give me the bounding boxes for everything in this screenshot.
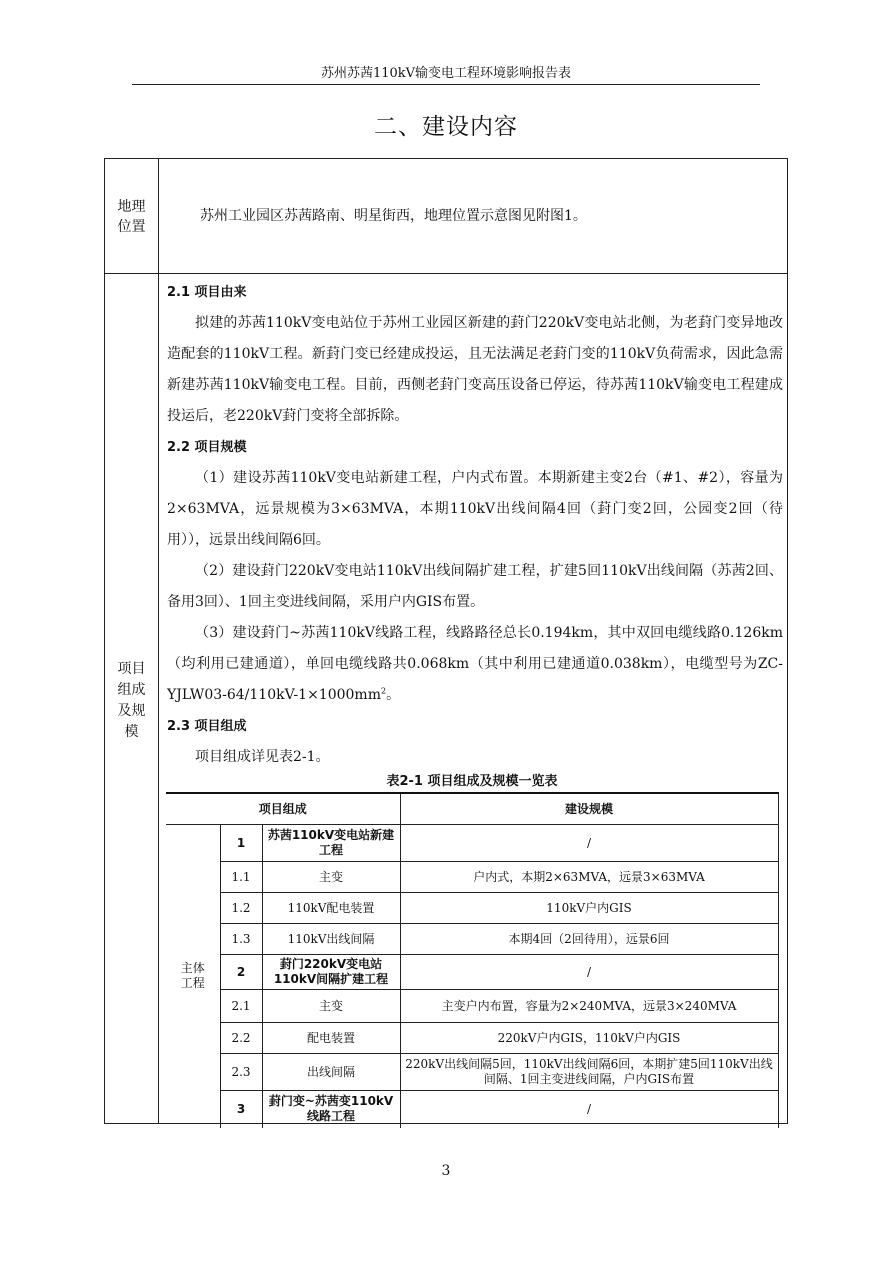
geo-location-text: 苏州工业园区苏茜路南、明星街西，地理位置示意图见附图1。 xyxy=(200,208,587,224)
row-no: 1 xyxy=(220,825,262,862)
row-name: 葑门220kV变电站110kV间隔扩建工程 xyxy=(262,955,400,990)
paragraph-composition: 项目组成详见表2-1。 xyxy=(195,749,330,765)
superscript: 2 xyxy=(380,686,387,696)
row-no: 1.2 xyxy=(220,893,262,924)
row-name: 苏茜110kV变电站新建工程 xyxy=(262,825,400,862)
row-scale: 本期4回（2回待用），远景6回 xyxy=(400,924,778,955)
row-name: 葑门变~苏茜变110kV线路工程 xyxy=(262,1091,400,1128)
row-scale: 220kV户内GIS，110kV户内GIS xyxy=(400,1023,778,1054)
section-title: 二、建设内容 xyxy=(374,114,518,140)
paragraph-scale-2: （2）建设葑门220kV变电站110kV出线间隔扩建工程，扩建5回110kV出线间隔（苏茜2回、备用3回）、1回主变进线间隔，采用户内GIS布置。 xyxy=(167,563,783,610)
heading-project-scale: 2.2 项目规模 xyxy=(167,440,247,455)
table-row xyxy=(166,990,778,1023)
group-cell xyxy=(166,825,220,1128)
row-no: 2.3 xyxy=(220,1054,262,1091)
row-name: 主变 xyxy=(262,862,400,893)
project-label-line: 组成 xyxy=(117,682,146,698)
row-no: 1.1 xyxy=(220,862,262,893)
row-scale: 户内式，本期2×63MVA，远景3×63MVA xyxy=(400,862,778,893)
heading-project-composition: 2.3 项目组成 xyxy=(167,719,247,734)
row-name: 110kV出线间隔 xyxy=(262,924,400,955)
paragraph-scale-1: （1）建设苏茜110kV变电站新建工程，户内式布置。本期新建主变2台（#1、#2），容量为2×63MVA，远景规模为3×63MVA，本期110kV出线间隔4回（葑门变2回，公园变2回（待用）），远景出线间隔6回。 xyxy=(167,470,783,548)
table-row xyxy=(166,1054,778,1091)
row-no: 2.1 xyxy=(220,990,262,1023)
row-no: 1.3 xyxy=(220,924,262,955)
row-scale: / xyxy=(400,955,778,990)
table-row xyxy=(166,955,778,990)
paragraph-scale-3 xyxy=(167,618,783,711)
table-caption: 表2-1 项目组成及规模一览表 xyxy=(386,774,558,789)
paragraph-project-origin: 拟建的苏茜110kV变电站位于苏州工业园区新建的葑门220kV变电站北侧，为老葑门变异地改造配套的110kV工程。新葑门变已经建成投运，且无法满足老葑门变的110kV负荷需求，因此急需新建苏茜110kV输变电工程。目前，西侧老葑门变高压设备已停运，待苏茜110kV输变电工程建成投运后，老220kV葑门变将全部拆除。 xyxy=(167,315,783,424)
header-scale: 建设规模 xyxy=(400,793,778,825)
geo-label-line: 位置 xyxy=(117,219,146,235)
project-label xyxy=(105,659,158,743)
row-name: 主变 xyxy=(262,990,400,1023)
table-row xyxy=(166,862,778,893)
project-label-line: 模 xyxy=(124,724,139,740)
paragraph-scale-3-text: （3）建设葑门~苏茜110kV线路工程，线路路径总长0.194km，其中双回电缆线路0.126km（均利用已建通道），单回电缆线路共0.068km（其中利用已建通道0.038km），电缆型号为ZC-YJLW03-64/110kV-1×1000mm xyxy=(167,625,783,703)
row-name: 出线间隔 xyxy=(262,1054,400,1091)
composition-table xyxy=(166,792,779,1128)
project-content xyxy=(167,277,783,773)
row-name: 110kV配电装置 xyxy=(262,893,400,924)
row-name: 配电装置 xyxy=(262,1023,400,1054)
row-scale: 110kV户内GIS xyxy=(400,893,778,924)
table-header-row xyxy=(166,793,778,825)
row-scale: / xyxy=(400,825,778,862)
page-header: 苏州苏茜110kV输变电工程环境影响报告表 xyxy=(132,62,760,85)
table-row xyxy=(166,893,778,924)
row-no: 2.2 xyxy=(220,1023,262,1054)
header-composition: 项目组成 xyxy=(166,793,400,825)
table-row xyxy=(166,825,778,862)
row-scale: 220kV出线间隔5回，110kV出线间隔6回，本期扩建5回110kV出线间隔、1回主变进线间隔，户内GIS布置 xyxy=(400,1054,778,1091)
page-number: 3 xyxy=(441,1163,451,1179)
geo-label-line: 地理 xyxy=(117,199,146,215)
geo-label xyxy=(105,197,158,237)
table-row xyxy=(166,1023,778,1054)
heading-project-origin: 2.1 项目由来 xyxy=(167,285,247,300)
project-label-line: 项目 xyxy=(117,661,146,677)
paragraph-scale-3-end: 。 xyxy=(386,687,401,703)
row-divider xyxy=(105,273,787,274)
group-label: 主体工程 xyxy=(180,961,205,991)
table-row xyxy=(166,1091,778,1128)
row-no: 2 xyxy=(220,955,262,990)
column-divider xyxy=(158,159,159,1123)
row-scale: / xyxy=(400,1091,778,1128)
project-label-line: 及规 xyxy=(117,703,146,719)
row-no: 3 xyxy=(220,1091,262,1128)
table-row xyxy=(166,924,778,955)
row-scale: 主变户内布置，容量为2×240MVA，远景3×240MVA xyxy=(400,990,778,1023)
